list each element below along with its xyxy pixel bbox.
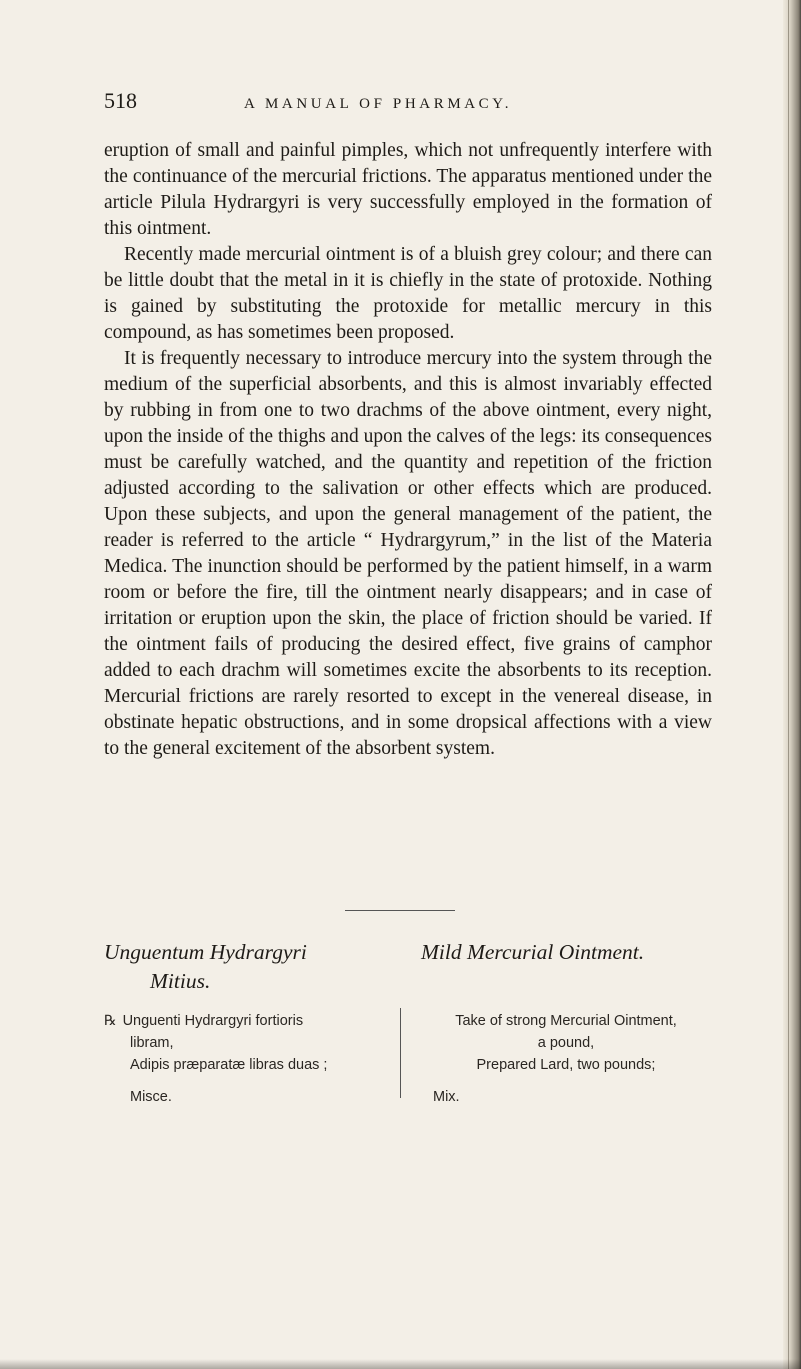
latin-title-line-1: Unguentum Hydrargyri <box>104 940 307 964</box>
rx-symbol: ℞ <box>104 1013 117 1029</box>
paragraph: Recently made mercurial ointment is of a bluish grey colour; and there can be little doubt that the metal in it is chiefly in the state of protoxide. Nothing is gained by substituting the protoxide for metallic mercury in this compound, as has sometimes been proposed. <box>104 244 712 343</box>
paragraph: It is frequently necessary to introduce mercury into the system through the medium of the superficial absorbents, and this is almost invariably effected by rubbing in from one to two drachms of the above ointment, every night, upon the inside of the thighs and upon the calves of the legs: its consequences must be carefully watched, and the quantity and repetition of the friction adjusted according to the salivation or other effects which are produced. Upon these subjects, and upon the general management of the patient, the reader is referred to the article “ Hydrargyrum,” in the list of the Materia Medica. The inunction should be performed by the patient himself, in a warm room or before the fire, till the ointment nearly disappears; and in case of irritation or eruption upon the skin, the place of friction should be varied. If the ointment fails of producing the desired effect, five grains of camphor added to each drachm will sometimes excite the absorbents to its reception. Mercurial frictions are rarely resorted to except in the venereal disease, in obstinate hepatic obstructions, and in some dropsical affections with a view to the general excitement of the absorbent system. <box>104 348 712 759</box>
latin-recipe-line: libram, <box>130 1035 174 1051</box>
latin-recipe-title <box>104 938 394 996</box>
english-recipe-instruction: Mix. <box>433 1089 460 1105</box>
latin-recipe-line: Adipis præparatæ libras duas ; <box>130 1057 328 1073</box>
english-recipe-title: Mild Mercurial Ointment. <box>421 940 645 964</box>
english-recipe-line: Prepared Lard, two pounds; <box>476 1057 656 1073</box>
page-edge-shadow <box>783 0 801 1369</box>
english-recipe-title-block <box>421 938 711 967</box>
english-recipe-body <box>421 1010 711 1108</box>
page-edge-line <box>788 0 789 1369</box>
paragraph: eruption of small and painful pimples, which not unfrequently interfere with the continuance of the mercurial frictions. The apparatus mentioned under the article Pilula Hydrargyri is very successfully employed in the formation of this ointment. <box>104 140 712 239</box>
latin-recipe-body <box>104 1010 394 1108</box>
latin-recipe-title-block <box>104 938 394 996</box>
bottom-edge-shadow <box>0 1359 801 1369</box>
latin-recipe-instruction: Misce. <box>130 1089 172 1105</box>
running-head: A MANUAL OF PHARMACY. <box>244 96 513 112</box>
section-divider <box>345 910 455 911</box>
page-number: 518 <box>104 88 137 113</box>
english-recipe-line: a pound, <box>537 1035 595 1051</box>
page-header <box>104 86 714 116</box>
column-divider-rule <box>400 1008 401 1098</box>
english-recipe-line: Take of strong Mercurial Ointment, <box>455 1013 677 1029</box>
body-text <box>104 138 712 762</box>
latin-title-line-2: Mitius. <box>150 969 211 993</box>
latin-recipe-line: ℞ Unguenti Hydrargyri fortioris <box>104 1013 304 1029</box>
